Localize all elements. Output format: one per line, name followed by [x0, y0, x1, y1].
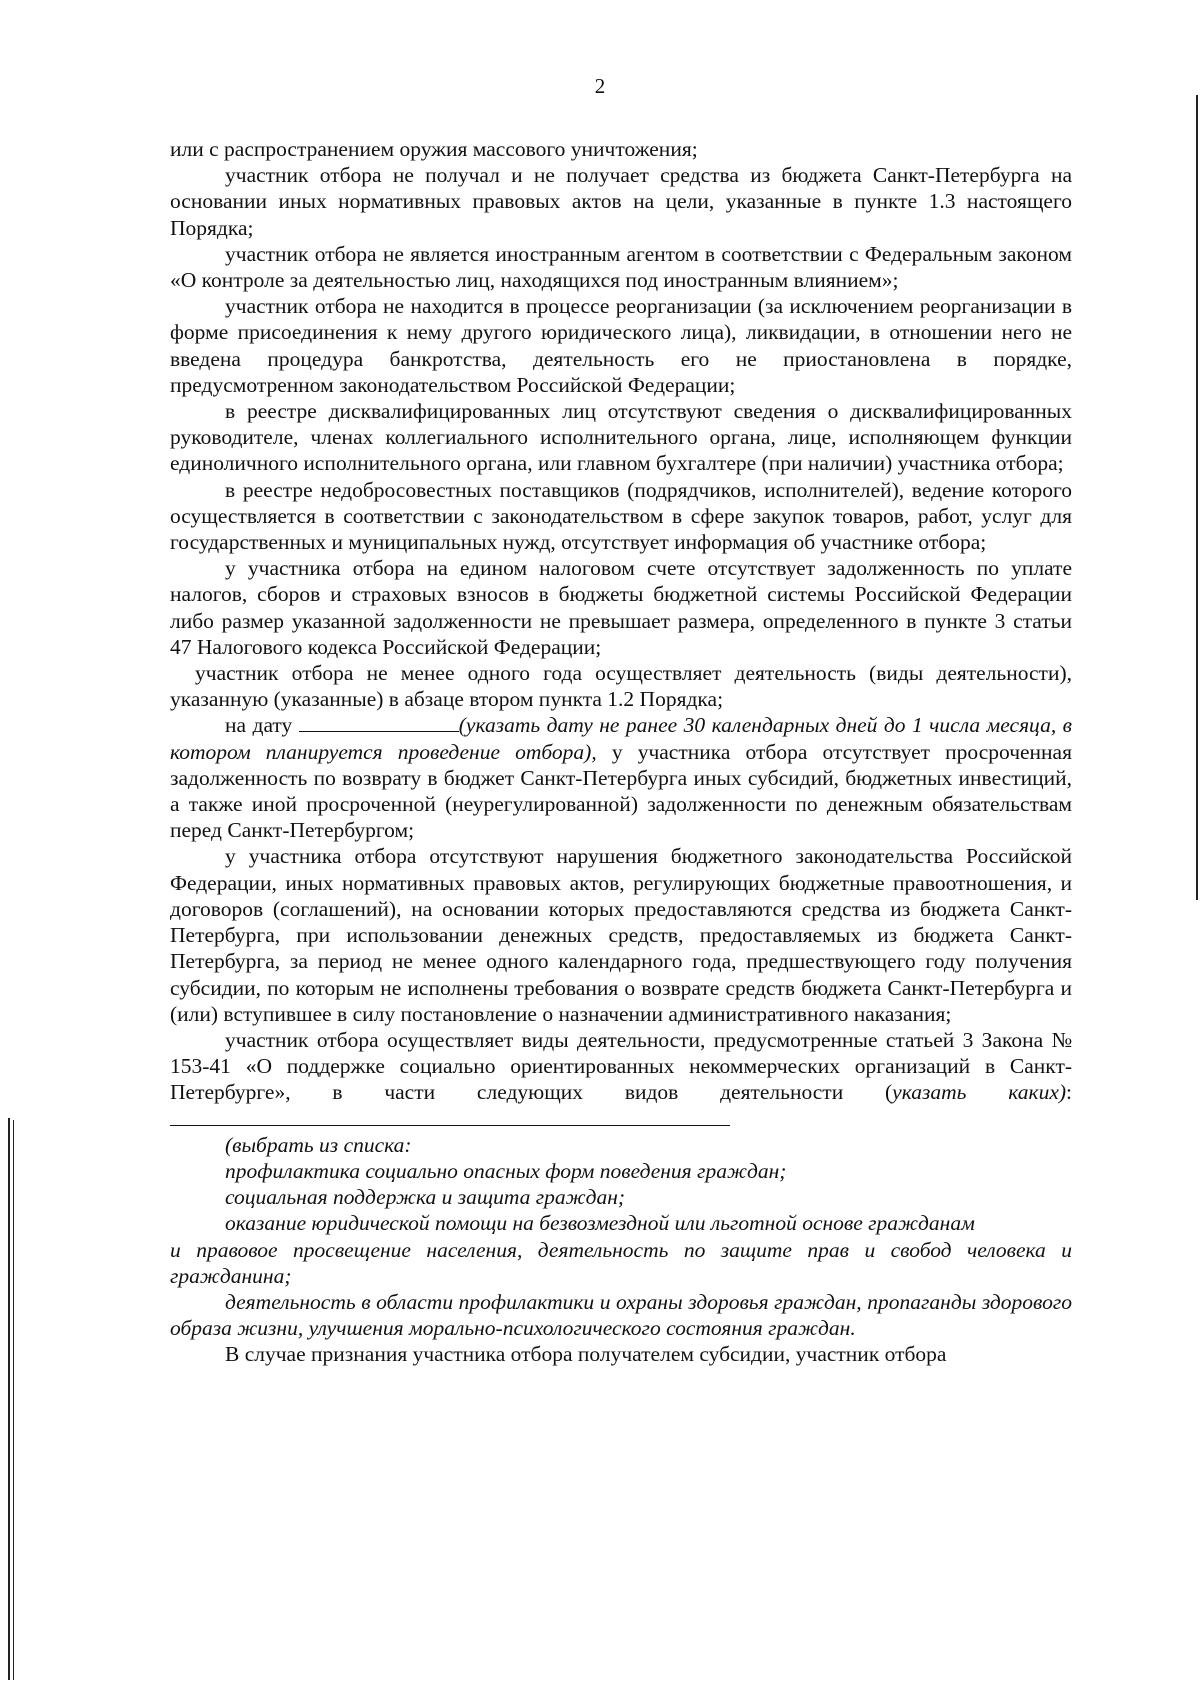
paragraph-9 [170, 712, 1072, 843]
paragraph-8: участник отбора не менее одного года осуществляет деятельность (виды деятельности), указанную (указанные) в абзаце втором пункта 1.2 Порядка; [170, 661, 1072, 712]
paragraph-10: у участника отбора отсутствуют нарушения бюджетного законодательства Российской Федерации, иных нормативных правовых актов, регулирующих бюджетные правоотношения, и договоров (соглашений), на основании которых предоставляются средства из бюджета Санкт-Петербурга, при использовании денежных средств, предоставляемых из бюджета Санкт-Петербурга, за период не менее одного календарного года, предшествующего году получения субсидии, по которым не исполнены требования о возврате средств бюджета Санкт-Петербурга и (или) вступившее в силу постановление о назначении административного наказания; [170, 844, 1072, 1026]
paragraph-11-end: : [1066, 1080, 1072, 1105]
paragraph-3: участник отбора не является иностранным агентом в соответствии с Федеральным законом «О контроле за деятельностью лиц, находящихся под иностранным влиянием»; [170, 241, 1072, 293]
paragraph-11-start: участник отбора осуществляет виды деятельности, предусмотренные статьей 3 Закона № 153-41 «О поддержке социально ориентированных некоммерческих организаций в Санкт-Петербурге», в части следующих видов деятельности ( [170, 1027, 1072, 1105]
paragraph-9-start: на дату [225, 713, 299, 738]
list-item-2: социальная поддержка и защита граждан; [225, 1185, 626, 1210]
page-number: 2 [594, 74, 606, 98]
paragraph-5: в реестре дисквалифицированных лиц отсутствуют сведения о дисквалифицированных руководителе, членах коллегиального исполнительного органа, лице, исполняющем функции единоличного исполнительного органа, или главном бухгалтере (при наличии) участника отбора; [170, 399, 1072, 476]
paragraph-7: у участника отбора на едином налоговом счете отсутствует задолженность по уплате налогов, сборов и страховых взносов в бюджеты бюджетной системы Российской Федерации либо размер указанной задолженности не превышает размера, определенного в пункте 3 статьи 47 Налогового кодекса Российской Федерации; [170, 556, 1072, 659]
scan-edge-line-right [1196, 95, 1198, 900]
list-item-3a: оказание юридической помощи на безвозмездной или льготной основе гражданам [225, 1211, 975, 1236]
scan-edge-line-left-1 [8, 1118, 10, 1680]
list-item-3b: и правовое просвещение населения, деятельность по защите прав и свобод человека и гражданина; [170, 1237, 1072, 1288]
date-blank-line [299, 713, 459, 732]
paragraph-9-italic: (указать дату не ранее 30 календарных дней до 1 числа месяца, в котором планируется проведение отбора), [170, 713, 1072, 764]
list-item-4: деятельность в области профилактики и охраны здоровья граждан, пропаганды здорового образа жизни, улучшения морально-психологического состояния граждан. [170, 1289, 1072, 1341]
activity-blank-line [170, 1107, 730, 1126]
paragraph-12: В случае признания участника отбора получателем субсидии, участник отбора [225, 1342, 947, 1367]
paragraph-4: участник отбора не находится в процессе реорганизации (за исключением реорганизации в форме присоединения к нему другого юридического лица), ликвидации, в отношении него не введена процедура банкротства, деятельность его не приостановлена в порядке, предусмотренном законодательством Российской Федерации; [170, 294, 1072, 397]
paragraph-11 [170, 1027, 1072, 1132]
paragraph-11-italic: указать каких) [892, 1080, 1067, 1105]
scan-edge-line-left-2 [13, 1120, 14, 1680]
paragraph-6: в реестре недобросовестных поставщиков (подрядчиков, исполнителей), ведение которого осуществляется в соответствии с законодательством в сфере закупок товаров, работ, услуг для государственных и муниципальных нужд, отсутствует информация об участнике отбора; [170, 477, 1072, 555]
list-intro: (выбрать из списка: [225, 1132, 412, 1157]
paragraph-1: или с распространением оружия массового уничтожения; [170, 137, 698, 161]
list-item-1: профилактика социально опасных форм поведения граждан; [225, 1158, 787, 1183]
paragraph-2: участник отбора не получал и не получает средства из бюджета Санкт-Петербурга на основании иных нормативных правовых актов на цели, указанные в пункте 1.3 настоящего Порядка; [170, 163, 1072, 240]
paragraph-9-end: у участника отбора отсутствует просроченная задолженность по возврату в бюджет Санкт-Петербурга иных субсидий, бюджетных инвестиций, а также иной просроченной (неурегулированной) задолженности по денежным обязательствам перед Санкт-Петербургом; [170, 739, 1072, 843]
document-body [170, 136, 1072, 1368]
